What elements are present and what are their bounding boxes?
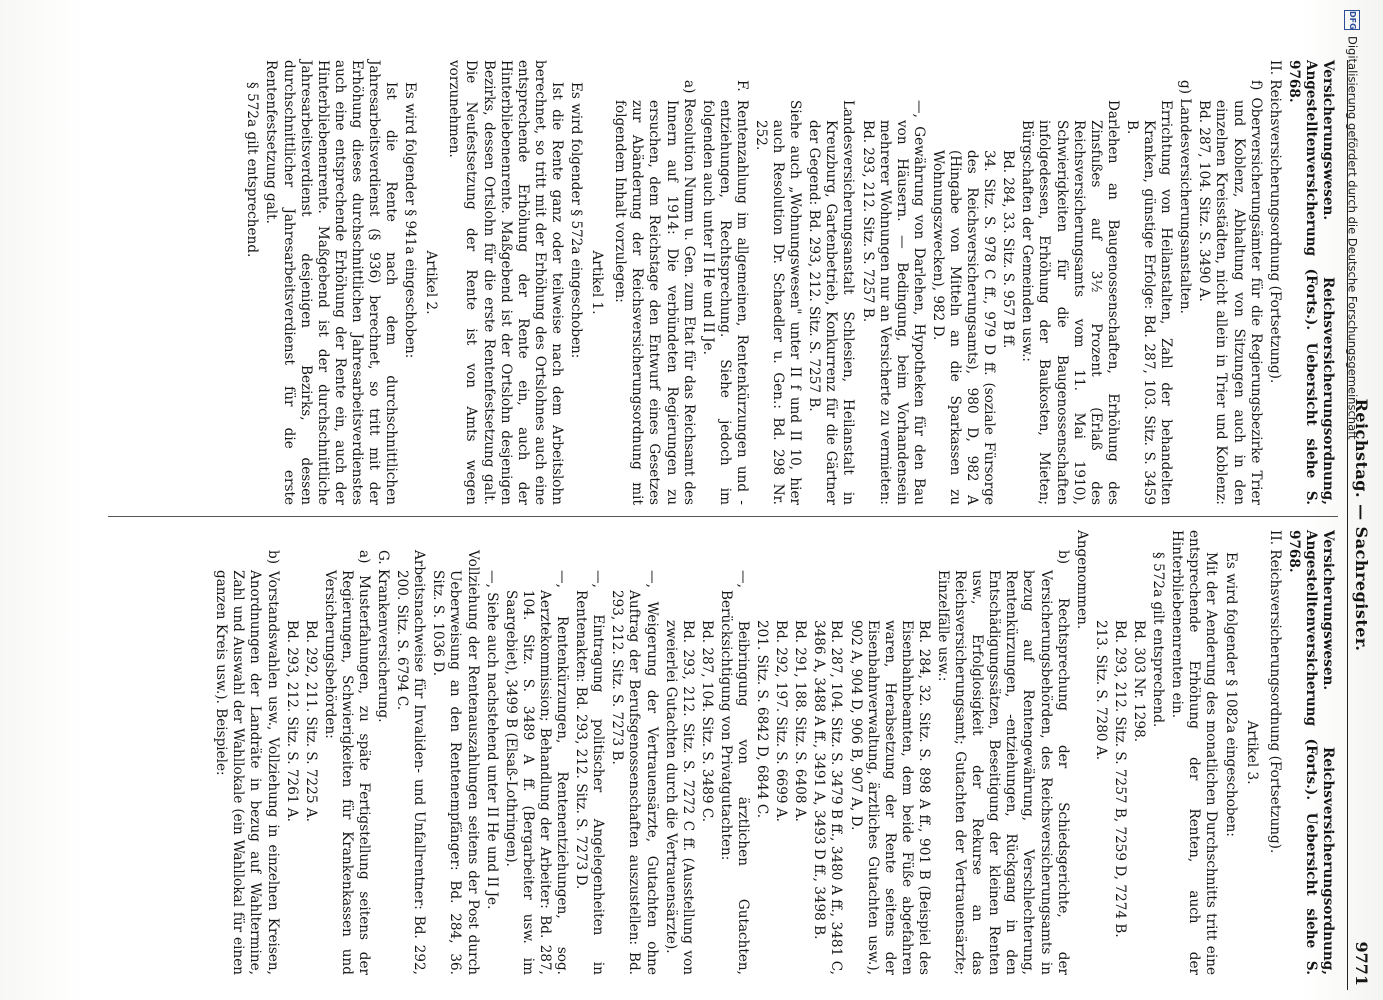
index-entry: Bd. 303 Nr. 1298. <box>1131 620 1148 743</box>
index-entry: Bd. 293, 212. Sitz. S. 7261 A. <box>283 620 300 822</box>
index-entry: Bd. 287, 104. Sitz. S. 3489 C. <box>698 620 715 823</box>
index-entry: 213. Sitz. S. 7280 A. <box>1092 620 1109 761</box>
index-entry: —, Eintragung politischer Angelegenheiten in Rentenakten: Bd. 293, 212. Sitz. S. 7273 D. <box>573 570 607 975</box>
rotated-page-content <box>92 60 1372 990</box>
index-entry: Es wird folgender § 1082a eingeschoben: <box>1222 552 1239 837</box>
index-entry: —, Weigerung der Vertrauensärzte, Gutachten ohne Auftrag der Berufsgenossenschaften auszustellen: Bd. 293, 212. Sitz. S. 7273 B. <box>609 570 660 975</box>
page-number: 9771 <box>1352 941 1371 986</box>
index-entry: Landesversicherungsanstalt Schlesien, Heilanstalt in Kreuzburg, Gartenbetrieb, Konkurrenz für die Gärtner der Gegend: Bd. 293, 212. Sitz. S. 7257 B. <box>806 100 857 505</box>
index-entry: Bd. 287, 104. Sitz. S. 3479 B ff., 3480 A ff., 3481 C, 3486 A, 3488 A ff., 3491 A, 3493 D ff., 3498 B. <box>811 620 845 975</box>
index-entry: 34. Sitz. S. 978 C ff., 979 D ff. (soziale Fürsorge des Reichsversicherungsamts), 980 D, 982 A (Hingabe von Mitteln an die Sparkassen zu Wohnungszwecken), 982 D. <box>929 150 998 505</box>
index-entry: Bd. 284, 33. Sitz. S. 957 B ff. <box>1000 150 1017 349</box>
dfg-note-text: Digitalisierung gefördert durch die Deutsche Forschungsgemeinschaft <box>1345 36 1360 440</box>
index-entry: Mit der Aenderung des monatlichen Durchschnitts tritt eine entsprechende Erhöhung der Renten, auch der Hinterbliebenenrenten ein. <box>1169 530 1220 975</box>
index-entry: Bd. 291, 188. Sitz. S. 6408 A. <box>792 620 809 822</box>
index-entry: II. Reichsversicherungsordnung (Fortsetzung). <box>1266 530 1283 854</box>
left-column <box>241 60 1336 505</box>
index-entry: a) Resolution Numm u. Gen. zum Etat für das Reichsamt des Innern auf 1914: Die verbündeten Regierungen zu ersuchen, dem Reichstage den Entwurf eines Gesetzes zur Abänderung der Reichsversicherungsordnung mit folgendem Inhalt vorzulegen: <box>612 80 697 505</box>
index-entry: —, Gewährung von Darlehen, Hypotheken für den Bau von Häusern. — Bedingung, beim Vorhandensein mehrerer Wohnungen nur an Versicherte zu vermieten: Bd. 293, 212. Sitz. S. 7257 B. <box>859 100 927 505</box>
index-entry: Ist die Rente nach dem durchschnittlichen Jahresarbeitsverdienst (§ 936) berechnet, so tritt mit der Erhöhung dieses durchschnittlichen Jahresarbeitsverdienstes auch eine entsprechende Erhöhung der Rente ein, auch der Hinterbliebenenrente. Maßgebend ist der durchschnittliche Jahresarbeitsverdienst desjenigen Bezirks, dessen durchschnittlicher Jahresarbeitsverdienst für die erste Rentenfestsetzung galt. <box>263 60 400 505</box>
index-entry: a) Musterfahungen, zu späte Fertigstellung seitens der Regierungen, Schwierigkeiten für Krankenkassen und Versicherungsbehörden: <box>321 550 373 975</box>
index-entry: —, Beibringung von ärztlichen Gutachten, Berücksichtigung von Privatgutachten: <box>717 570 751 975</box>
index-entry: Bd. 293, 212. Sitz. S. 7257 B, 7259 D, 7274 B. <box>1111 620 1128 938</box>
section-heading: Versicherungswesen. Reichsversicherungsordnung, Angestelltenversicherung (Forts.). Uebersicht siehe S. 9768. <box>1285 530 1336 975</box>
index-entry: Arbeitsnachweise für Invaliden- und Unfallrentner: Bd. 292, 200. Sitz. S. 6794 C. <box>394 550 428 975</box>
dfg-side-note <box>1340 10 1360 990</box>
index-entry: Artikel 1. <box>589 250 606 315</box>
index-entry: b) Vorstandswahlen usw., Vollziehung in einzelnen Kreisen, Anordnungen der Landräte in bezug auf Wahltermine, Zahl und Auswahl der Wahllokale (ein Wahllokal für einen ganzen Kreis usw.). Beispiele: <box>213 550 281 975</box>
index-entry: Bd. 292, 197. Sitz. S. 6699 A. <box>773 620 790 822</box>
index-entry: F. Rentenzahlung im allgemeinen, Rentenkürzungen und -entziehungen, Rechtsprechung. Siehe jedoch im folgenden auch unter II He und II Je. <box>699 80 750 505</box>
dfg-logo: DFG <box>1344 10 1360 30</box>
running-head: Reichstag. — Sachregister. <box>1352 398 1371 652</box>
right-column <box>210 530 1336 975</box>
index-entry: Artikel 3. <box>1243 720 1260 785</box>
index-entry: Darlehen an Baugenossenschaften, Erhöhung des Zinsfußes auf 3½ Prozent (Erlaß des Reichsversicherungsamts vom 11. Mai 1910), Schwierigkeiten für die Baugenossenschaften infolgedessen, Erhöhung der Baukosten, Mieten; Bürgschaften der Gemeinden usw.: <box>1019 100 1121 505</box>
index-entry: g) Landesversicherungsanstalten. <box>1177 80 1194 314</box>
index-entry: Bd. 284, 32. Sitz. S. 898 A ff., 901 B (Beispiel des Eisenbahnbeamten, dem beide Füße abgefahren waren, Herabsetzung der Rente seitens der Eisenbahnverwaltung, ärztliches Gutachten usw.), 902 A, 904 D, 906 B, 907 A, D. <box>847 620 932 975</box>
index-entry: Bd. 293, 212. Sitz. S. 7272 C ff. (Ausstellung von zweierlei Gutachten durch die Vertrauensärzte). <box>662 620 696 975</box>
index-entry: f) Oberversicherungsämter für die Regierungsbezirke Trier und Koblenz, Abhaltung von Sitzungen auch in den einzelnen Kreisstädten, nicht allein in Trier und Koblenz: Bd. 287, 104. Sitz. S. 3490 A. <box>1196 80 1264 505</box>
index-entry: § 572a gilt entsprechend. <box>244 82 261 258</box>
index-entry: G. Krankenversicherung. <box>375 550 392 723</box>
index-entry: Bd. 292, 211. Sitz. S. 7225 A. <box>302 620 319 822</box>
index-entry: Es wird folgender § 572a eingeschoben: <box>568 82 585 359</box>
index-entry: Errichtung von Heilanstalten, Zahl der behandelten Kranken, günstige Erfolge: Bd. 287, 103. Sitz. S. 3459 B. <box>1123 100 1175 505</box>
index-entry: Es wird folgender § 941a eingeschoben: <box>402 82 419 359</box>
index-entry: —, Siehe auch nachstehend unter II He und II Je. <box>483 570 500 910</box>
index-entry: Siehe auch „Wohnungswesen" unter II f und II 10, hier auch Resolution Dr. Schaedler u. Gen.: Bd. 298 Nr. 252. <box>753 100 804 505</box>
section-heading: Versicherungswesen. Reichsversicherungsordnung, Angestelltenversicherung (Forts.). Uebersicht siehe S. 9768. <box>1285 60 1336 505</box>
index-entry: Artikel 2. <box>423 250 440 315</box>
index-entry: Angenommen. <box>1073 530 1090 630</box>
index-entry: 201. Sitz. S. 6842 D, 6844 C. <box>754 620 771 819</box>
index-entry: —, Rentenkürzungen, Rentenentziehungen, sog. Aerztekommission; Behandlung der Arbeiter: Bd. 287, 104. Sitz. S. 3489 A ff. (Bergarbeiter usw. im Saargebiet), 3499 B (Elsaß-Lothringen). <box>502 570 571 975</box>
column-divider <box>108 516 1338 517</box>
index-entry: b) Rechtsprechung der Schiedsgerichte, der Versicherungsbehörden, des Reichsversicherungsamts in bezug auf Rentengewährung, Verschlechterung, Rentenkürzungen, -entziehungen, Rückgang in den Entschädigungssätzen, Beseitigung der kleinen Renten usw., Erfolglosigkeit der Rekurse an das Reichsversicherungsamt; Gutachten der Vertrauensärzte; Einzelfälle usw.: <box>935 550 1071 975</box>
index-entry: § 572a gilt entsprechend. <box>1150 552 1167 728</box>
index-entry: II. Reichsversicherungsordnung (Fortsetzung). <box>1266 60 1283 384</box>
index-entry: Ist die Rente ganz oder teilweise nach dem Arbeitslohn berechnet, so tritt mit der Erhöhung des Ortslohnes auch eine entsprechende Erhöhung der Rente ein, auch der Hinterbliebenenrente. Maßgebend ist der Ortslohn desjenigen Bezirks, dessen Ortslohn für die erste Rentenfestsetzung galt. Die Neufestsetzung der Rente ist von Amts wegen vorzunehmen. <box>446 60 565 505</box>
index-entry: Vollziehung der Rentenauszahlungen seitens der Post durch Ueberweisung an den Rentenempfänger: Bd. 284, 36. Sitz. S. 1036 D. <box>430 550 481 975</box>
